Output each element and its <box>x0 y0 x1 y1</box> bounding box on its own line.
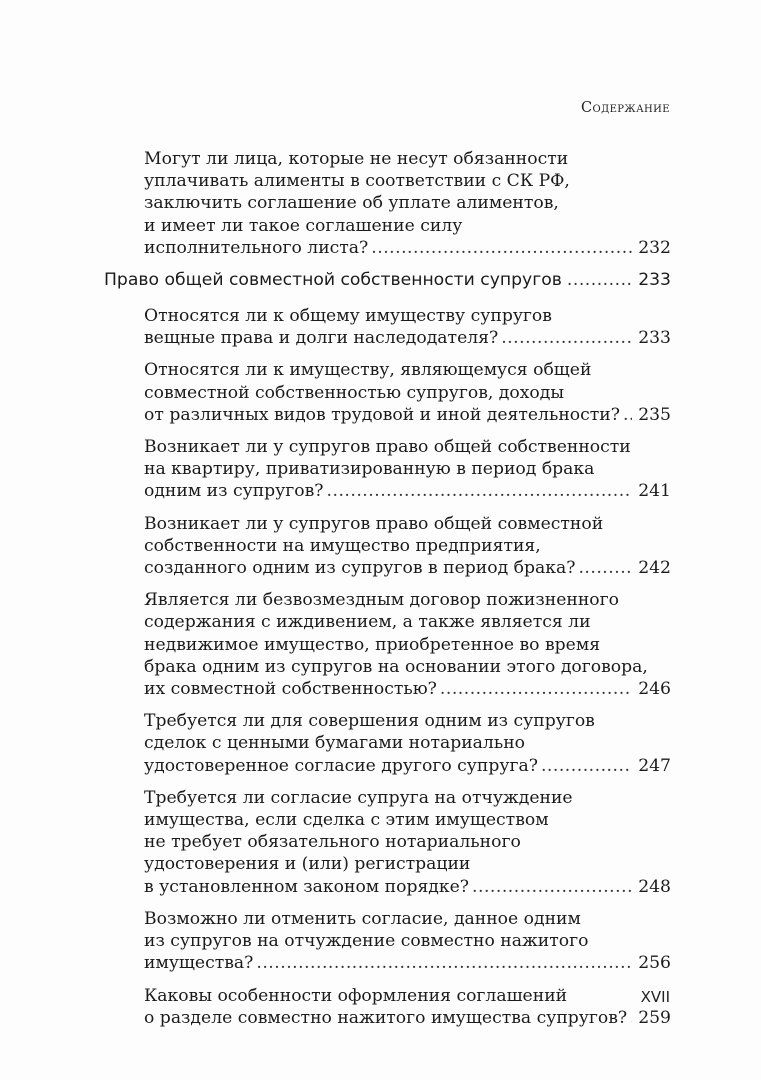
page-number: 242 <box>638 558 671 579</box>
entry-line: заключить соглашение об уплате алиментов, <box>144 193 559 214</box>
page-number: 235 <box>638 404 671 425</box>
entry-line: удостоверенное согласие другого супруга? <box>144 755 538 776</box>
entry-line: вещные права и долги наследодателя? <box>144 328 499 349</box>
entry-line: исполнительного листа? <box>144 237 369 258</box>
dot-leader <box>630 1007 632 1029</box>
dot-leader <box>623 404 632 426</box>
entry-line: из супругов на отчуждение совместно нажитого <box>144 931 589 952</box>
dot-leader <box>472 876 632 898</box>
toc-entry <box>144 305 671 349</box>
entry-line: недвижимое имущество, приобретенное во время <box>144 634 601 655</box>
dot-leader <box>327 480 633 502</box>
entry-line: Могут ли лица, которые не несут обязанности <box>144 149 569 169</box>
entry-line: Каковы особенности оформления соглашений <box>144 985 568 1006</box>
dot-leader <box>501 327 632 349</box>
entry-line: собственности на имущество предприятия, <box>144 535 541 556</box>
toc-entry <box>144 513 671 580</box>
entry-line: брака одним из супругов на основании этого договора, <box>144 656 648 677</box>
entry-line: Требуется ли для совершения одним из супругов <box>144 711 595 732</box>
entry-line: совместной собственностью супругов, доходы <box>144 382 565 403</box>
page-number: 232 <box>638 237 671 258</box>
page-folio: XVII <box>640 988 670 1006</box>
entry-line: Является ли безвозмездным договор пожизненного <box>144 590 619 611</box>
entry-line: имущества, если сделка с этим имуществом <box>144 810 549 831</box>
page-number: 241 <box>638 481 671 502</box>
entry-line: Относятся ли к общему имуществу супругов <box>144 306 552 327</box>
entry-line: о разделе совместно нажитого имущества супругов? <box>144 1007 628 1028</box>
entry-line: от различных видов трудовой и иной деятельности? <box>144 404 620 425</box>
dot-leader <box>256 952 632 974</box>
dot-leader <box>440 678 632 700</box>
dot-leader <box>567 269 632 291</box>
entry-line: не требует обязательного нотариального <box>144 832 521 853</box>
entry-line: удостоверения и (или) регистрации <box>144 854 471 875</box>
toc-entry <box>144 710 671 777</box>
page-number: 259 <box>638 1007 671 1028</box>
entry-line: одним из супругов? <box>144 481 324 502</box>
entry-line: Возникает ли у супругов право общей совместной <box>144 513 604 534</box>
dot-leader <box>371 237 632 259</box>
entry-line: Относятся ли к имуществу, являющемуся общей <box>144 360 592 381</box>
entry-line: Возможно ли отменить согласие, данное одним <box>144 908 581 929</box>
page-number: 246 <box>638 679 671 700</box>
entry-line: Возникает ли у супругов право общей собственности <box>144 437 631 458</box>
entry-line: имущества? <box>144 953 254 974</box>
entry-line: сделок с ценными бумагами нотариально <box>144 733 526 754</box>
toc-entry <box>144 908 671 975</box>
dot-leader <box>541 755 632 777</box>
toc-entry <box>144 359 671 426</box>
entry-line: содержания с иждивением, а также является ли <box>144 612 591 633</box>
table-of-contents <box>104 148 671 1039</box>
entry-line: Требуется ли согласие супруга на отчуждение <box>144 787 573 808</box>
page-number: 247 <box>638 755 671 776</box>
toc-entry-prev <box>144 148 671 259</box>
entry-line: их совместной собственностью? <box>144 679 437 700</box>
toc-entry <box>144 787 671 898</box>
entry-line: и имеет ли такое соглашение силу <box>144 215 463 236</box>
section-heading <box>104 269 671 291</box>
page-number: 256 <box>638 953 671 974</box>
entry-line: в установленном законом порядке? <box>144 876 470 897</box>
entry-line: уплачивать алименты в соответствии с СК РФ, <box>144 171 570 192</box>
toc-entry <box>144 985 671 1029</box>
page-number: 233 <box>638 328 671 349</box>
toc-entry <box>144 589 671 700</box>
dot-leader <box>578 557 632 579</box>
entry-line: на квартиру, приватизированную в период брака <box>144 459 595 480</box>
page-number: 233 <box>638 270 671 291</box>
section-title: Право общей совместной собственности супругов <box>104 270 562 291</box>
running-header: Содержание <box>580 100 670 116</box>
toc-entry <box>144 436 671 503</box>
entry-line: созданного одним из супругов в период брака? <box>144 558 576 579</box>
page-number: 248 <box>638 876 671 897</box>
